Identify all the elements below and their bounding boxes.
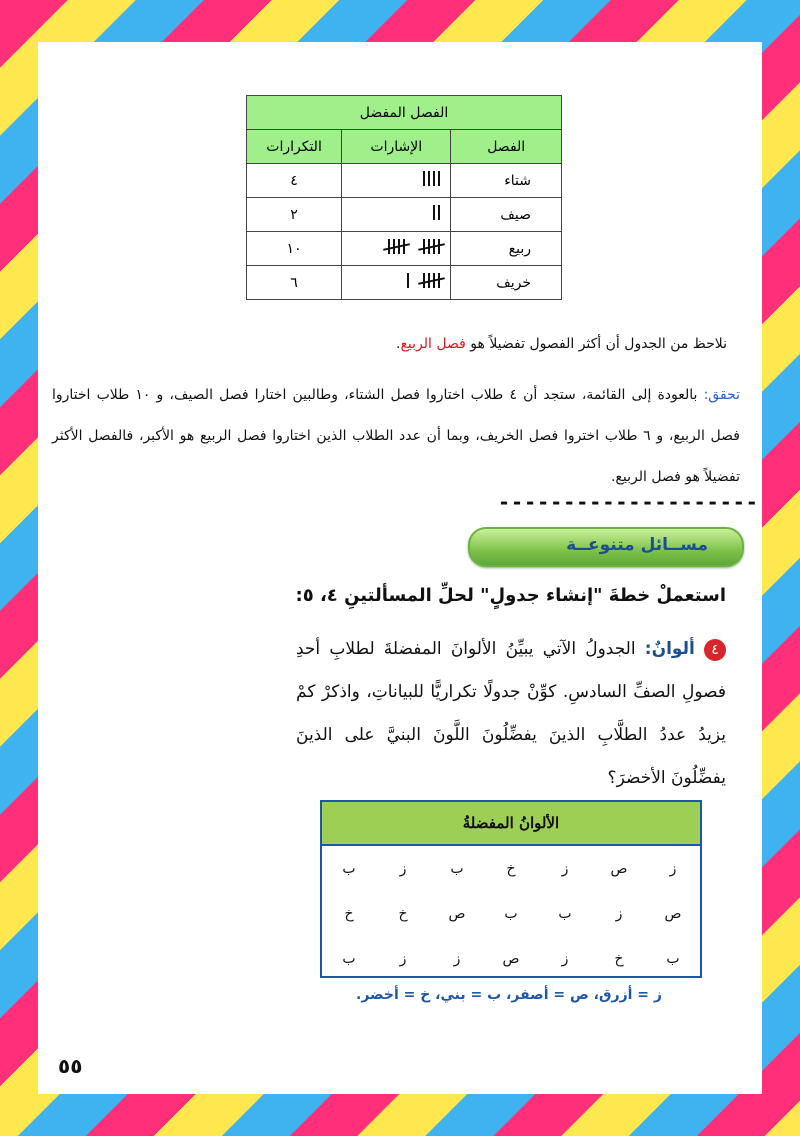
section-banner	[468, 527, 744, 567]
color-cell: ص	[448, 905, 466, 922]
note-text: نلاحظ من الجدول أن أكثر الفصول تفضيلاً هو	[470, 336, 727, 352]
color-cell: ب	[342, 860, 356, 877]
header-frequency: التكرارات	[247, 130, 342, 164]
table-row	[322, 891, 700, 936]
color-cell: ب	[504, 905, 518, 922]
check-label: تحقق:	[703, 387, 741, 403]
header-tally: الإشارات	[342, 130, 451, 164]
colors-grid	[322, 846, 700, 981]
tally-icon	[421, 171, 442, 186]
color-cell: ز	[615, 905, 623, 922]
tally-marks	[342, 198, 451, 232]
season-name: صيف	[451, 198, 562, 232]
color-cell: خ	[614, 950, 624, 967]
season-count: ٤	[247, 164, 342, 198]
season-count: ٢	[247, 198, 342, 232]
season-table-title: الفصل المفضل	[247, 96, 562, 130]
check-text: بالعودة إلى القائمة، ستجد أن ٤ طلاب اختاروا فصل الشتاء، وطالبين اختارا فصل الصيف، و ١٠ طلاب اختاروا فصل الربيع، و ٦ طلاب اختروا فصل الخريف، وبما أن عدد الطلاب الذين اختاروا فصل الربيع هو الأكبر، فالفصل الأكثر تفضيلاً هو فصل الربيع.	[52, 387, 740, 485]
table-row	[247, 232, 562, 266]
color-cell: ز	[561, 950, 569, 967]
season-count: ١٠	[247, 232, 342, 266]
page-number: ٥٥	[58, 1054, 83, 1078]
season-count: ٦	[247, 266, 342, 300]
tally-marks	[342, 232, 451, 266]
table-row	[247, 198, 562, 232]
banner-label: مســائل متنوعــة	[566, 535, 708, 555]
color-cell: ز	[399, 860, 407, 877]
color-cell: ز	[669, 860, 677, 877]
color-cell: ز	[453, 950, 461, 967]
color-cell: ص	[610, 860, 628, 877]
season-name: خريف	[451, 266, 562, 300]
color-cell: ز	[561, 860, 569, 877]
divider-line: --------------------	[498, 490, 759, 514]
tally-marks	[342, 266, 451, 300]
task-instruction: استعملْ خطةَ "إنشاء جدولٍ" لحلِّ المسألتينِ ٤، ٥:	[295, 585, 726, 606]
problem-4	[296, 628, 726, 800]
observation-note	[396, 336, 727, 352]
note-highlight: فصل الربيع	[400, 336, 466, 352]
color-cell: ص	[664, 905, 682, 922]
page-sheet	[38, 42, 762, 1094]
season-name: ربيع	[451, 232, 562, 266]
tally-icon	[405, 273, 442, 288]
tally-marks	[342, 164, 451, 198]
color-cell: ب	[342, 950, 356, 967]
color-cell: خ	[506, 860, 516, 877]
color-cell: ب	[558, 905, 572, 922]
favorite-season-table	[246, 95, 562, 300]
color-cell: خ	[398, 905, 408, 922]
table-row	[247, 266, 562, 300]
color-cell: خ	[344, 905, 354, 922]
favorite-colors-table	[320, 800, 702, 978]
table-row	[322, 846, 700, 891]
header-season: الفصل	[451, 130, 562, 164]
tally-icon	[431, 205, 442, 220]
color-cell: ب	[450, 860, 464, 877]
problem-text: الجدولُ الآتي يبيِّنُ الألوانَ المفضلةَ لطلابِ أحدِ فصولِ الصفِّ السادسِ. كوِّنْ جدولًا تكراريًّا للبياناتِ، واذكرْ كمْ يزيدُ عددُ الطلَّابِ الذينَ يفضِّلُونَ اللَّونَ البنيَّ على الذينَ يفضِّلُونَ الأخضرَ؟	[296, 639, 726, 788]
problem-number-badge: ٤	[704, 639, 726, 661]
table-row	[247, 164, 562, 198]
table-row	[322, 936, 700, 981]
problem-title: ألوانٌ:	[644, 639, 695, 659]
color-cell: ص	[502, 950, 520, 967]
color-cell: ب	[666, 950, 680, 967]
note-end: .	[396, 336, 401, 352]
check-paragraph	[52, 375, 740, 498]
tally-icon	[386, 239, 442, 254]
season-name: شتاء	[451, 164, 562, 198]
colors-table-title: الألوانُ المفضلةُ	[322, 802, 700, 846]
color-cell: ز	[399, 950, 407, 967]
colors-legend: ز = أزرق، ص = أصفر، ب = بني، خ = أخضر.	[356, 987, 662, 1003]
